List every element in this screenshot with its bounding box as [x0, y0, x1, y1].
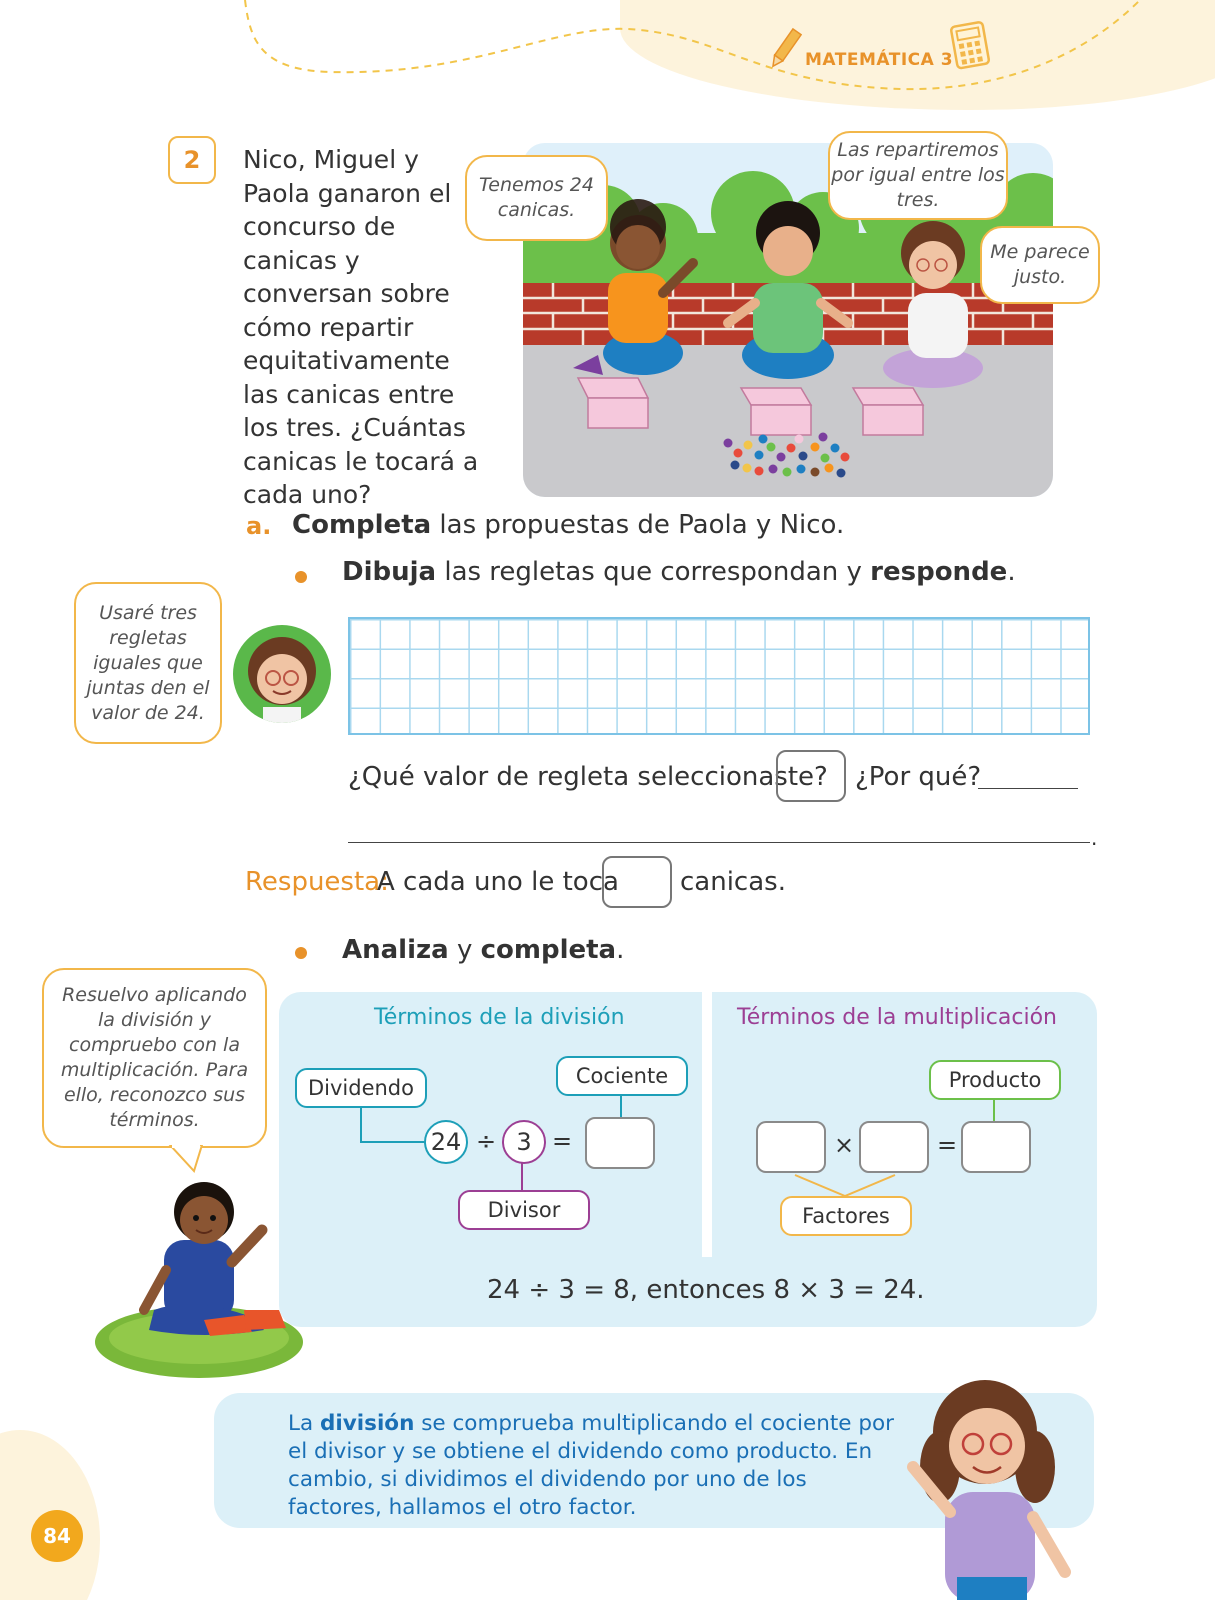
instruction-middle: y: [448, 935, 481, 965]
verb-respond: responde: [870, 557, 1008, 587]
pencil-icon: [768, 26, 802, 72]
problem-statement: Nico, Miguel y Paola ganaron el concurso de canicas y conversan sobre cómo repartir equitativamente las canicas entre los tres. ¿Cuántas canicas le tocará a cada uno?: [243, 145, 479, 509]
bullet-instruction-analyze: [342, 935, 624, 965]
answer-suffix: canicas.: [680, 867, 786, 897]
factor-2-answer-box[interactable]: [859, 1121, 929, 1173]
quotient-label: Cociente: [556, 1056, 688, 1096]
item-a-instruction: [292, 510, 844, 540]
bullet-point: [295, 947, 307, 959]
verb-complete: completa: [480, 935, 617, 965]
instruction-middle: las regletas que correspondan y: [436, 557, 871, 587]
divisor-label: Divisor: [458, 1190, 590, 1230]
nico-sitting-illustration: [94, 1170, 304, 1380]
instruction-end: .: [1007, 557, 1016, 587]
dividend-label: Dividendo: [295, 1068, 427, 1108]
multiplication-operator: ×: [834, 1131, 855, 1159]
speech-bubble-nico-division: Resuelvo aplicando la división y compruebo con la multiplicación. Para ello, reconozco sus términos.: [42, 968, 267, 1148]
bullet-point: [295, 571, 307, 583]
subject-title: MATEMÁTICA 3: [805, 50, 954, 70]
instruction-verb: Completa: [292, 510, 432, 540]
info-text: [288, 1410, 898, 1522]
division-terms-title: Términos de la división: [374, 1005, 625, 1030]
answer-text: A cada uno le toca: [377, 867, 619, 897]
answer-label: Respuesta:: [245, 867, 389, 897]
problem-number: 2: [168, 136, 216, 184]
item-letter: a.: [246, 512, 272, 540]
instruction-text: las propuestas de Paola y Nico.: [431, 510, 845, 540]
info-pre: La: [288, 1411, 320, 1436]
speech-bubble-paola-regletas: Usaré tres regletas iguales que juntas den el valor de 24.: [74, 582, 222, 744]
question-regleta-value: ¿Qué valor de regleta seleccionaste?: [348, 762, 828, 792]
page-number: 84: [31, 1510, 83, 1562]
divisor-value: 3: [502, 1120, 546, 1164]
product-label: Producto: [929, 1060, 1061, 1100]
regleta-value-answer-box[interactable]: [776, 750, 846, 802]
verb-draw: Dibuja: [342, 557, 437, 587]
info-keyword: división: [320, 1411, 415, 1436]
speech-bubble-miguel: Las repartiremos por igual entre los tres.: [828, 131, 1008, 220]
calculator-icon: [948, 20, 994, 70]
speech-bubble-paola: Me parece justo.: [980, 226, 1100, 304]
paola-waving-illustration: [895, 1372, 1105, 1600]
multiplication-equals: =: [937, 1131, 958, 1159]
answer-line-period: .: [1091, 826, 1098, 850]
verb-analyze: Analiza: [342, 935, 449, 965]
result-statement: 24 ÷ 3 = 8, entonces 8 × 3 = 24.: [487, 1275, 925, 1305]
product-answer-box[interactable]: [961, 1121, 1031, 1173]
paola-avatar: [233, 625, 331, 723]
division-equals: =: [552, 1127, 573, 1155]
multiplication-terms-title: Términos de la multiplicación: [737, 1005, 1057, 1030]
question-why: ¿Por qué?: [855, 762, 982, 792]
explanation-answer-line[interactable]: [348, 842, 1090, 843]
info-rest: se comprueba multiplicando el cociente por el divisor y se obtiene el dividendo como producto. En cambio, si dividimos el dividendo por uno de los factores, hallamos el otro factor.: [288, 1411, 894, 1520]
quotient-answer-box[interactable]: [585, 1117, 655, 1169]
instruction-end: .: [616, 935, 625, 965]
bullet-instruction-draw: [342, 557, 1016, 587]
why-answer-line[interactable]: [978, 788, 1078, 789]
factor-1-answer-box[interactable]: [756, 1121, 826, 1173]
speech-bubble-nico: Tenemos 24 canicas.: [465, 155, 608, 241]
drawing-grid[interactable]: [348, 617, 1090, 735]
dashed-header-curve: [0, 0, 1215, 110]
dividend-value: 24: [424, 1120, 468, 1164]
division-operator: ÷: [476, 1127, 497, 1155]
marbles-per-child-answer-box[interactable]: [602, 856, 672, 908]
factors-label: Factores: [780, 1196, 912, 1236]
